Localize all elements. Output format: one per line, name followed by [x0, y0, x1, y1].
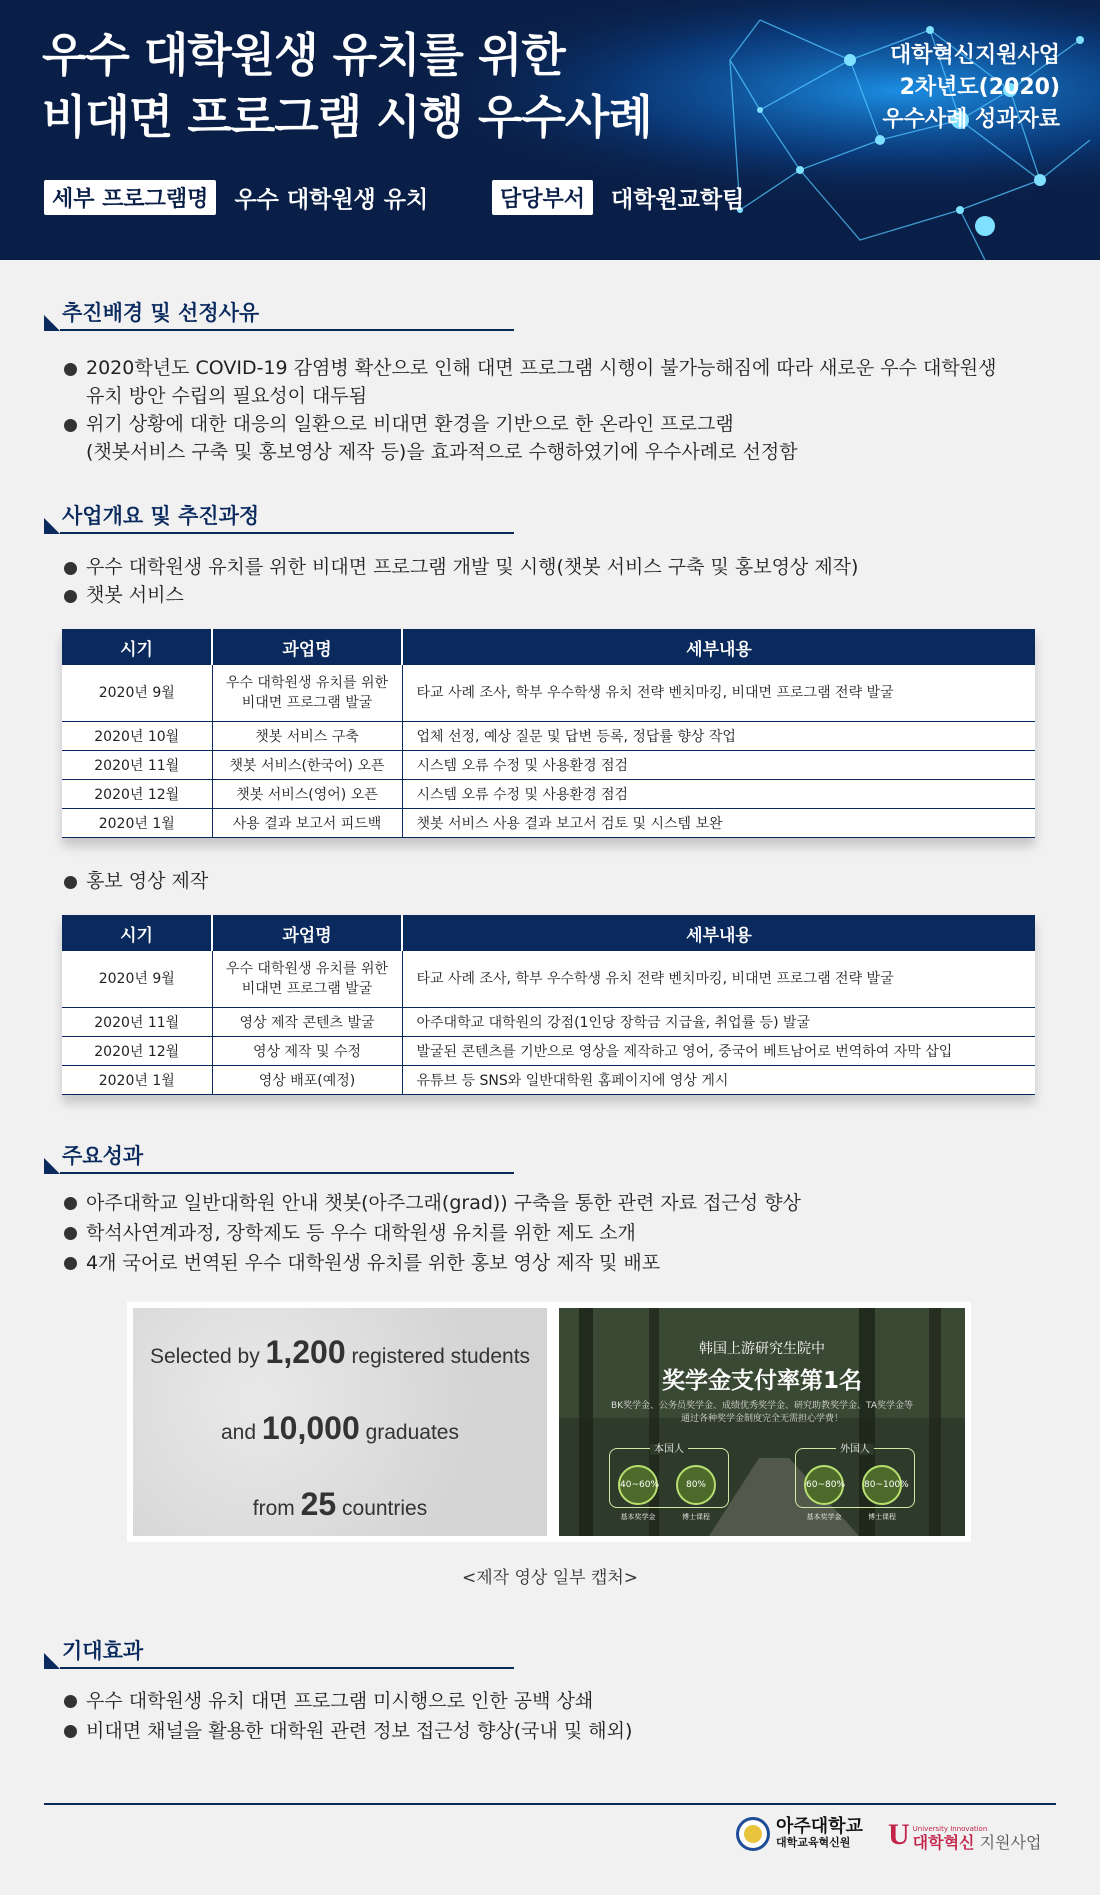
- capture-number: 10,000: [261, 1410, 360, 1446]
- chatbot-schedule-table: [62, 629, 1035, 838]
- capture-group-foreign: [795, 1444, 915, 1521]
- heading-marker: [44, 518, 60, 534]
- header-banner: [0, 0, 1100, 260]
- rate-label: 博士课程: [868, 1513, 896, 1521]
- title-line-2: 비대면 프로그램 시행 우수사례: [42, 90, 652, 144]
- bullet-text-cont: (챗봇서비스 구축 및 홍보영상 제작 등)을 효과적으로 수행하였기에 우수사례로 선정함: [86, 441, 798, 463]
- rate-circle: 80%: [676, 1465, 716, 1505]
- table-row: [62, 1036, 1035, 1065]
- cell-detail: 타교 사례 조사, 학부 우수학생 유치 전략 벤치마킹, 비대면 프로그램 전략 발굴: [402, 951, 1035, 1007]
- logo-rest: 지원사업: [974, 1833, 1042, 1852]
- group-label-text: 本国人: [650, 1444, 688, 1455]
- col-header-detail: 세부내용: [402, 629, 1035, 665]
- group-label: [610, 1440, 728, 1455]
- capture-number: 1,200: [265, 1334, 346, 1370]
- bullet-item: 4개 국어로 번역된 우수 대학원생 유치를 위한 홍보 영상 제작 및 배포: [64, 1248, 801, 1278]
- cell-task: 챗봇 서비스 구축: [212, 721, 402, 750]
- overview-bullets: [64, 553, 858, 609]
- section-title: 사업개요 및 추진과정: [62, 504, 260, 528]
- bullet-item: [64, 354, 996, 410]
- dept-meta: [492, 180, 744, 215]
- cell-detail: 시스템 오류 수정 및 사용환경 점검: [402, 779, 1035, 808]
- project-doc-type: 우수사례 성과자료: [882, 107, 1060, 132]
- university-seal-icon: [736, 1817, 770, 1851]
- cell-task: 우수 대학원생 유치를 위한 비대면 프로그램 발굴: [212, 665, 402, 721]
- bullet-item: 홍보 영상 제작: [64, 867, 208, 895]
- capture-cn-desc-line: 通过各种奖学金制度完全无需担心学费！: [680, 1414, 843, 1424]
- effects-bullets: [64, 1686, 632, 1746]
- bullet-text: 위기 상황에 대한 대응의 일환으로 비대면 환경을 기반으로 한 온라인 프로그램: [86, 413, 734, 435]
- bullet-item: 우수 대학원생 유치 대면 프로그램 미시행으로 인한 공백 상쇄: [64, 1686, 632, 1716]
- capture-text: registered students: [345, 1345, 531, 1368]
- capture-line: [133, 1410, 547, 1447]
- project-year: 2차년도(2020): [899, 75, 1060, 100]
- capture-cn-desc: [599, 1400, 925, 1426]
- capture-text: and: [221, 1421, 262, 1444]
- bullet-item: 학석사연계과정, 장학제도 등 우수 대학원생 유치를 위한 제도 소개: [64, 1218, 801, 1248]
- col-header-period: 시기: [62, 629, 212, 665]
- heading-marker: [44, 315, 60, 331]
- u-mark-icon: U: [888, 1818, 910, 1851]
- dept-label-chip: 담당부서: [492, 180, 593, 215]
- cell-period: 2020년 10월: [62, 721, 212, 750]
- cell-period: 2020년 1월: [62, 808, 212, 837]
- section-heading-background: [44, 297, 514, 331]
- heading-underline: [60, 1667, 514, 1669]
- title-line-1: 우수 대학원생 유치를 위한: [42, 28, 565, 82]
- capture-group-domestic: [609, 1444, 729, 1521]
- capture-text: graduates: [359, 1421, 459, 1444]
- bullet-item: 비대면 채널을 활용한 대학원 관련 정보 접근성 향상(국내 및 해외): [64, 1716, 632, 1746]
- video-capture-frame: [127, 1302, 971, 1542]
- group-label: [796, 1440, 914, 1455]
- logo-text: [776, 1818, 863, 1850]
- heading-underline: [60, 1172, 514, 1174]
- rate-label: 博士课程: [682, 1513, 710, 1521]
- bullet-item: 아주대학교 일반대학원 안내 챗봇(아주그래(grad)) 구축을 통한 관련 자료 접근성 향상: [64, 1188, 801, 1218]
- video-bullet: [64, 867, 208, 895]
- table-row: [62, 808, 1035, 837]
- cell-period: 2020년 12월: [62, 779, 212, 808]
- video-capture-chinese: [559, 1308, 965, 1536]
- table-row: [62, 665, 1035, 721]
- cell-task: 사용 결과 보고서 피드백: [212, 808, 402, 837]
- capture-cn-heading: 奖学金支付率第1名: [661, 1368, 862, 1394]
- project-name: 대학혁신지원사업: [889, 43, 1060, 68]
- table-row: [62, 951, 1035, 1007]
- capture-line: [133, 1486, 547, 1523]
- bullet-item: [64, 410, 996, 466]
- rate-circle: 60~80%: [804, 1465, 844, 1505]
- logo-main-text: [912, 1833, 1042, 1852]
- section-title: 기대효과: [62, 1639, 144, 1663]
- cell-detail: 시스템 오류 수정 및 사용환경 점검: [402, 750, 1035, 779]
- capture-text: Selected by: [149, 1345, 266, 1368]
- heading-underline: [60, 329, 514, 331]
- cell-task: 영상 제작 콘텐츠 발굴: [212, 1007, 402, 1036]
- section-title: 추진배경 및 선정사유: [62, 301, 260, 325]
- cell-period: 2020년 11월: [62, 750, 212, 779]
- cell-period: 2020년 9월: [62, 951, 212, 1007]
- cell-period: 2020년 11월: [62, 1007, 212, 1036]
- footer-divider: [44, 1803, 1056, 1805]
- program-label-chip: 세부 프로그램명: [44, 180, 216, 215]
- section-title: 주요성과: [62, 1144, 144, 1168]
- table-row: [62, 750, 1035, 779]
- table-header-row: [62, 629, 1035, 665]
- cell-detail: 타교 사례 조사, 학부 우수학생 유치 전략 벤치마킹, 비대면 프로그램 전략 발굴: [402, 665, 1035, 721]
- section-heading-effects: [44, 1635, 514, 1669]
- cell-task: 챗봇 서비스(한국어) 오픈: [212, 750, 402, 779]
- group-label-text: 外国人: [836, 1444, 874, 1455]
- logo-highlight: 대학혁신: [912, 1833, 975, 1852]
- results-bullets: [64, 1188, 801, 1278]
- image-caption: <제작 영상 일부 캡처>: [461, 1568, 639, 1588]
- ajou-university-logo: [736, 1817, 863, 1851]
- university-innovation-logo: [888, 1820, 1041, 1850]
- cell-detail: 업체 선정, 예상 질문 및 답변 등록, 정답률 향상 작업: [402, 721, 1035, 750]
- cell-detail: 챗봇 서비스 사용 결과 보고서 검토 및 시스템 보완: [402, 808, 1035, 837]
- rate-label: 基本奖学金: [806, 1513, 842, 1521]
- col-header-task: 과업명: [212, 915, 402, 951]
- bullet-text: 2020학년도 COVID-19 감염병 확산으로 인해 대면 프로그램 시행이 불가능해짐에 따라 새로운 우수 대학원생: [86, 357, 997, 379]
- project-label: [882, 40, 1060, 136]
- cell-period: 2020년 12월: [62, 1036, 212, 1065]
- program-meta: [44, 180, 428, 215]
- bullet-item: 챗봇 서비스: [64, 581, 858, 609]
- heading-underline: [60, 532, 514, 534]
- logo-institute-name: 대학교육혁신원: [776, 1836, 851, 1849]
- dept-value: 대학원교학팀: [611, 187, 745, 213]
- capture-text: from: [252, 1497, 301, 1520]
- capture-number: 25: [300, 1486, 337, 1522]
- cell-task: 영상 제작 및 수정: [212, 1036, 402, 1065]
- bullet-item: 우수 대학원생 유치를 위한 비대면 프로그램 개발 및 시행(챗봇 서비스 구축 및 홍보영상 제작): [64, 553, 858, 581]
- capture-line: [133, 1334, 547, 1371]
- background-bullets: [64, 354, 996, 466]
- capture-cn-desc-line: BK奖学金、公务员奖学金、成绩优秀奖学金、研究助教奖学金、TA奖学金等: [610, 1401, 914, 1411]
- heading-marker: [44, 1653, 60, 1669]
- section-heading-results: [44, 1140, 514, 1174]
- rate-label: 基本奖学金: [620, 1513, 656, 1521]
- program-value: 우수 대학원생 유치: [234, 187, 429, 213]
- capture-text: countries: [336, 1497, 428, 1520]
- logo-university-name: 아주대학교: [776, 1816, 863, 1837]
- logo-small-text: University Innovation: [912, 1825, 988, 1833]
- bullet-text-cont: 유치 방안 수립의 필요성이 대두됨: [86, 385, 368, 407]
- video-capture-english: [133, 1308, 547, 1536]
- capture-cn-heading-small: 韩国上游研究生院中: [699, 1341, 825, 1357]
- cell-detail: 발굴된 콘텐츠를 기반으로 영상을 제작하고 영어, 중국어 베트남어로 번역하여 자막 삽입: [402, 1036, 1035, 1065]
- rate-circle: 80~100%: [862, 1465, 902, 1505]
- logo-text: [913, 1822, 1042, 1850]
- table-row: [62, 721, 1035, 750]
- cell-detail: 아주대학교 대학원의 강점(1인당 장학금 지급율, 취업률 등) 발굴: [402, 1007, 1035, 1036]
- cell-period: 2020년 9월: [62, 665, 212, 721]
- page-title: [42, 24, 652, 148]
- table-row: [62, 1007, 1035, 1036]
- table-row: [62, 779, 1035, 808]
- col-header-period: 시기: [62, 915, 212, 951]
- rate-circle: 40~60%: [618, 1465, 658, 1505]
- col-header-task: 과업명: [212, 629, 402, 665]
- section-heading-overview: [44, 500, 514, 534]
- table-row: [62, 1065, 1035, 1094]
- cell-task: 영상 배포(예정): [212, 1065, 402, 1094]
- cell-detail: 유튜브 등 SNS와 일반대학원 홈페이지에 영상 게시: [402, 1065, 1035, 1094]
- cell-task: 챗봇 서비스(영어) 오픈: [212, 779, 402, 808]
- cell-task: 우수 대학원생 유치를 위한 비대면 프로그램 발굴: [212, 951, 402, 1007]
- cell-period: 2020년 1월: [62, 1065, 212, 1094]
- heading-marker: [44, 1158, 60, 1174]
- video-schedule-table: [62, 915, 1035, 1095]
- table-header-row: [62, 915, 1035, 951]
- col-header-detail: 세부내용: [402, 915, 1035, 951]
